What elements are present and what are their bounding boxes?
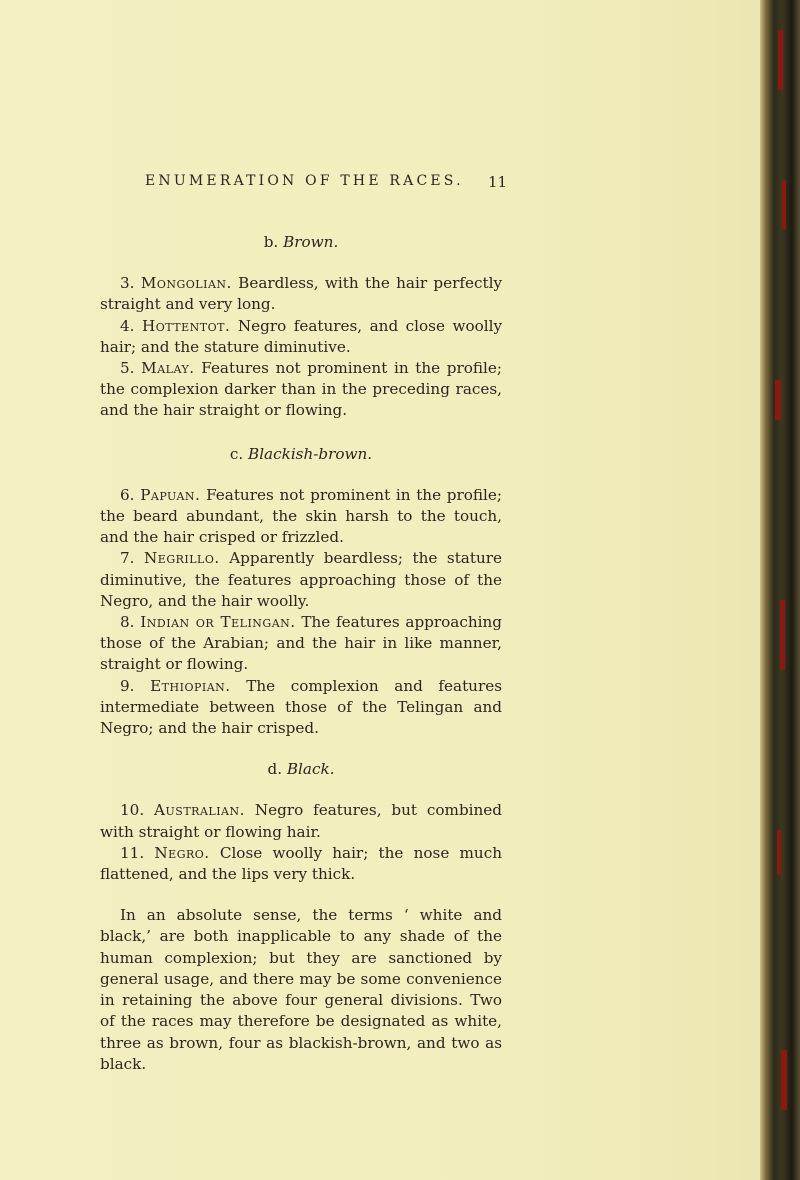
closing-paragraph: In an absolute sense, the terms ‘ white and black,’ are both inapplicable to any shade of the human complexion; but they are sanctioned by general usage, and there may be some convenience in retaining the above four general divisions. Two of the races may therefore be designated as white, three as brown, four as blackish-brown, and two as black. [100, 906, 502, 1073]
race-name: Mongolian. [140, 274, 232, 293]
race-entry-australian: 10. Australian. Negro features, but combined with straight or flowing hair. [100, 801, 503, 841]
race-description: The complexion and features intermediate between those of the Telingan and Negro; and the hair crisped. [100, 676, 503, 738]
section-title: Brown. [283, 233, 339, 251]
page-number: 11 [488, 173, 508, 191]
race-name: Malay. [141, 359, 195, 378]
section-letter: d. [267, 760, 283, 779]
running-header: ENUMERATION OF THE RACES. [145, 173, 464, 189]
race-name: Negrillo. [144, 549, 220, 568]
race-name: Australian. [154, 801, 245, 820]
race-description: Negro features, and close woolly hair; and the stature diminutive. [100, 316, 503, 356]
race-description: Features not prominent in the profile; the complexion darker than in the preceding races, and the hair straight or flowing. [100, 359, 503, 420]
section-heading-brown [100, 232, 502, 253]
race-name: Negro. [154, 843, 210, 862]
race-entry-papuan: 6. Papuan. Features not prominent in the profile; the beard abundant, the skin harsh to the touch, and the hair crisped or frizzled. [100, 485, 502, 547]
race-name: Papuan. [140, 485, 201, 504]
section-letter: b. [263, 233, 279, 251]
section-letter: c. [229, 444, 244, 463]
race-entry-negro: 11. Negro. Close woolly hair; the nose much flattened, and the lips very thick. [100, 843, 503, 884]
section-title: Blackish-brown. [248, 444, 373, 463]
section-heading-blackish-brown [100, 444, 502, 465]
race-entry-mongolian: 3. Mongolian. Beardless, with the hair perfectly straight and very long. [100, 274, 503, 314]
race-entry-negrillo: 7. Negrillo. Apparently beardless; the stature diminutive, the features approaching those of the Negro, and the hair woolly. [100, 549, 502, 610]
race-entry-malay: 5. Malay. Features not prominent in the profile; the complexion darker than in the preceding races, and the hair straight or flowing. [100, 359, 503, 420]
race-name: Hottentot. [142, 316, 231, 335]
race-entry-indian: 8. Indian or Telingan. The features approaching those of the Arabian; and the hair in like manner, straight or flowing. [100, 613, 503, 674]
race-description: Negro features, but combined with straight or flowing hair. [100, 801, 503, 841]
race-description: Features not prominent in the profile; the beard abundant, the skin harsh to the touch, and the hair crisped or frizzled. [100, 485, 502, 547]
race-entry-ethiopian: 9. Ethiopian. The complexion and features intermediate between those of the Telingan and Negro; and the hair crisped. [100, 676, 503, 738]
section-heading-black [100, 759, 502, 780]
race-name: Ethiopian. [150, 676, 231, 695]
race-description: Apparently beardless; the stature diminutive, the features approaching those of the Negro, and the hair woolly. [100, 549, 502, 610]
race-description: Close woolly hair; the nose much flattened, and the lips very thick. [100, 843, 503, 884]
page-body [100, 232, 502, 1075]
race-entry-hottentot: 4. Hottentot. Negro features, and close woolly hair; and the stature diminutive. [100, 316, 503, 356]
section-title: Black. [286, 760, 335, 779]
book-spine-edge [760, 0, 800, 1180]
race-description: Beardless, with the hair perfectly straight and very long. [100, 274, 503, 314]
race-description: The features approaching those of the Arabian; and the hair in like manner, straight or flowing. [100, 613, 503, 674]
race-name: Indian or Telingan. [140, 613, 296, 632]
